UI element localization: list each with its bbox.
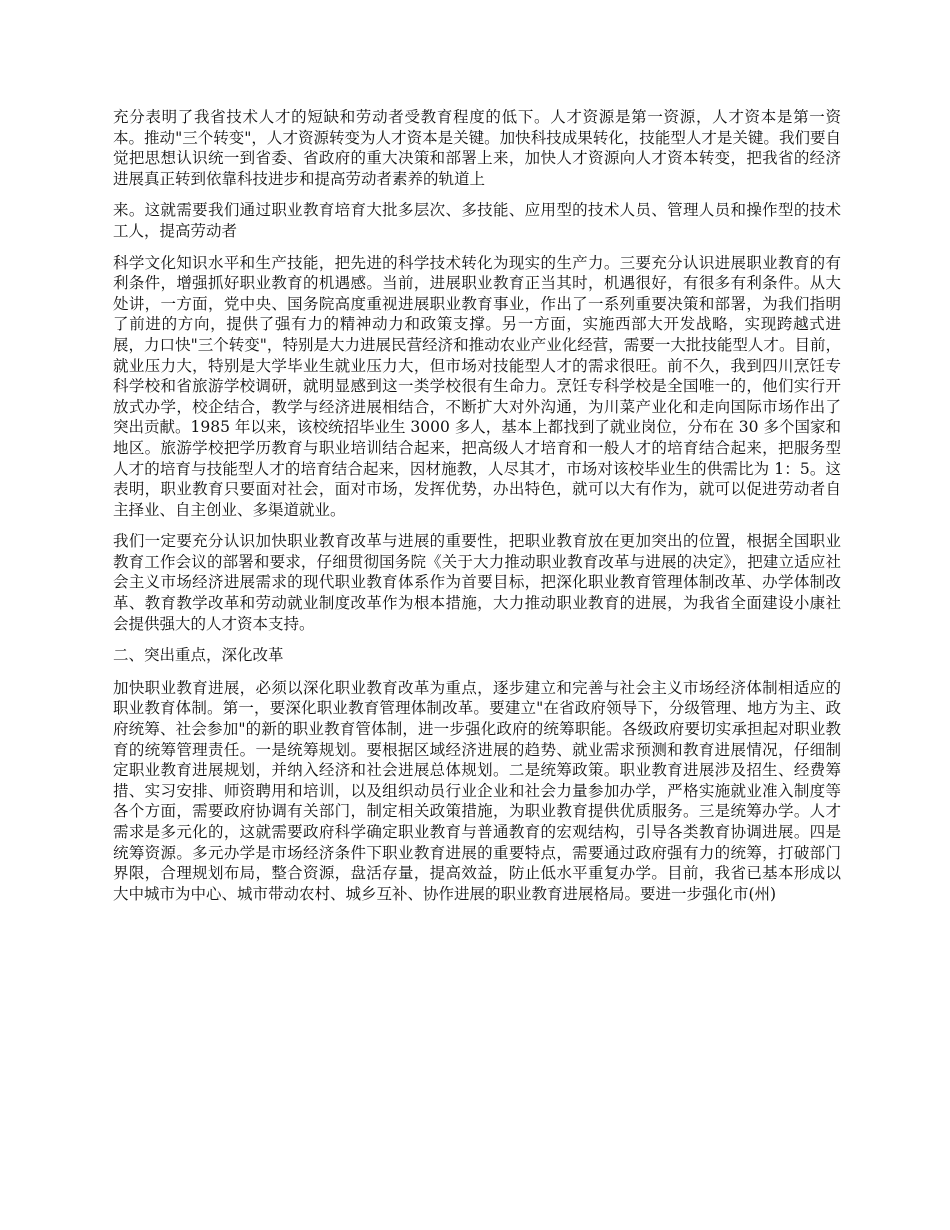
paragraph-training-workers: 来。这就需要我们通过职业教育培育大批多层次、多技能、应用型的技术人员、管理人员和操作型的技术工人，提高劳动者 (113, 201, 841, 240)
document-body (113, 107, 841, 915)
section-heading: 二、突出重点，深化改革 (113, 646, 284, 665)
paragraph-importance: 我们一定要充分认识加快职业教育改革与进展的重要性，把职业教育放在更加突出的位置，根据全国职业教育工作会议的部署和要求，仔细贯彻国务院《关于大力推动职业教育改革与进展的决定》，把建立适应社会主义市场经济进展需求的现代职业教育体系作为首要目标，把深化职业教育管理体制改革、办学体制改革、教育教学改革和劳动就业制度改革作为根本措施，大力推动职业教育的进展，为我省全面建设小康社会提供强大的人才资本支持。 (113, 532, 841, 633)
paragraph-favorable-conditions: 科学文化知识水平和生产技能，把先进的科学技术转化为现实的生产力。三要充分认识进展职业教育的有利条件，增强抓好职业教育的机遇感。当前，进展职业教育正当其时，机遇很好，有很多有利条件。从大处讲，一方面，党中央、国务院高度重视进展职业教育事业，作出了一系列重要决策和部署，为我们指明了前进的方向，提供了强有力的精神动力和政策支撑。另一方面，实施西部大开发战略，实现跨越式进展，力口快"三个转变"，特别是大力进展民营经济和推动农业产业化经营，需要一大批技能型人才。目前，就业压力大，特别是大学毕业生就业压力大，但市场对技能型人才的需求很旺。前不久，我到四川烹饪专科学校和省旅游学校调研，就明显感到这一类学校很有生命力。烹饪专科学校是全国唯一的，他们实行开放式办学，校企结合，教学与经济进展相结合，不断扩大对外沟通，为川菜产业化和走向国际市场作出了突出贡献。1985 年以来，该校统招毕业生 3000 多人，基本上都找到了就业岗位，分布在 30 多个国家和地区。旅游学校把学历教育与职业培训结合起来，把高级人才培育和一般人才的培育结合起来，把服务型人才的培育与技能型人才的培育结合起来，因材施教，人尽其才，市场对该校毕业生的供需比为 1：5。这表明，职业教育只要面对社会，面对市场，发挥优势，办出特色，就可以大有作为，就可以促进劳动者自主择业、自主创业、多渠道就业。 (113, 253, 841, 519)
paragraph-deepen-reform: 加快职业教育进展，必须以深化职业教育改革为重点，逐步建立和完善与社会主义市场经济体制相适应的职业教育体制。第一，要深化职业教育管理体制改革。要建立"在省政府领导下，分级管理、地方为主、政府统筹、社会参加"的新的职业教育管体制，进一步强化政府的统筹职能。各级政府要切实承担起对职业教育的统筹管理责任。一是统筹规划。要根据区域经济进展的趋势、就业需求预测和教育进展情况，仔细制定职业教育进展规划，并纳入经济和社会进展总体规划。二是统筹政策。职业教育进展涉及招生、经费筹措、实习安排、师资聘用和培训，以及组织动员行业企业和社会力量参加办学，严格实施就业准入制度等各个方面，需要政府协调有关部门，制定相关政策措施，为职业教育提供优质服务。三是统筹办学。人才需求是多元化的，这就需要政府科学确定职业教育与普通教育的宏观结构，引导各类教育协调进展。四是统筹资源。多元办学是市场经济条件下职业教育进展的重要特点，需要通过政府强有力的统筹，打破部门界限，合理规划布局，整合资源，盘活存量，提高效益，防止低水平重复办学。目前，我省已基本形成以大中城市为中心、城市带动农村、城乡互补、协作进展的职业教育进展格局。要进一步强化市(州) (113, 678, 841, 903)
paragraph-talent-shortage: 充分表明了我省技术人才的短缺和劳动者受教育程度的低下。人才资源是第一资源，人才资本是第一资本。推动"三个转变"，人才资源转变为人才资本是关键。加快科技成果转化，技能型人才是关键。我们要自觉把思想认识统一到省委、省政府的重大决策和部署上来，加快人才资源向人才资本转变，把我省的经济进展真正转到依靠科技进步和提高劳动者素养的轨道上 (113, 108, 841, 188)
